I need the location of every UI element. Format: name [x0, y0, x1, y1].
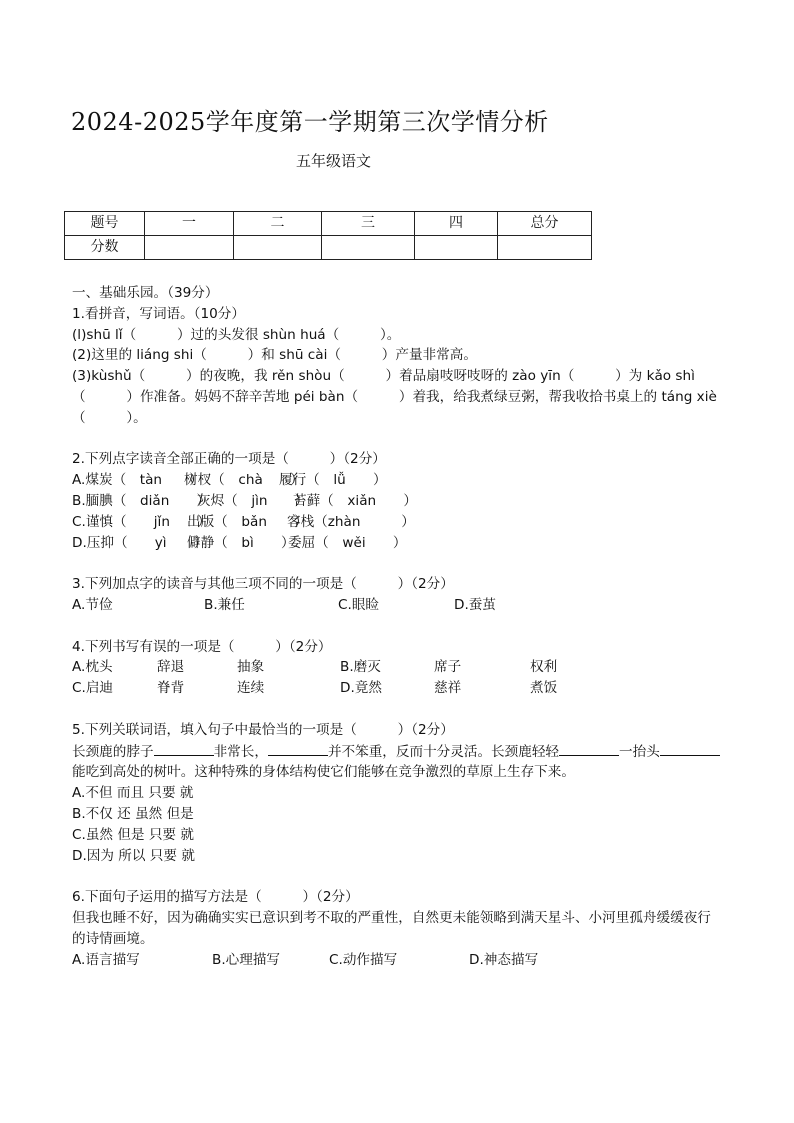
option-text: 委屈（ wěi ） — [288, 534, 407, 551]
answer-blank[interactable] — [154, 741, 214, 756]
option-text: 履行（ lǚ ） — [279, 472, 387, 489]
option-text: 客栈（zhàn ） — [287, 513, 415, 530]
page-subtitle: 五年级语文 — [296, 152, 372, 170]
answer-blank[interactable] — [559, 741, 619, 756]
option-row — [72, 657, 724, 678]
question-content — [72, 283, 724, 970]
section-heading: 一、基础乐园。（39分） — [72, 285, 219, 301]
option-text: 连续 — [237, 680, 265, 697]
option-text: D.蚕茧 — [454, 596, 496, 613]
question-line: (2)这里的 liáng shi（ ）和 shū cài（ ）产量非常高。 — [72, 347, 477, 364]
option-text: B.磨灭 — [340, 659, 381, 676]
option-text: 辞退 — [157, 659, 185, 676]
question-title: 2.下列点字读音全部正确的一项是（ ）（2分） — [72, 451, 386, 468]
table-cell: 题号 — [65, 212, 145, 236]
table-cell: 三 — [322, 212, 415, 236]
option-text: 慈祥 — [434, 680, 462, 697]
option-text: 权利 — [530, 659, 558, 676]
score-table-header-row — [65, 212, 592, 236]
option-row — [72, 595, 724, 616]
score-input-cell[interactable] — [498, 236, 592, 260]
option-text: 僻静（ bì ） — [187, 534, 295, 551]
option-text: A.煤炭（ tàn ） — [72, 472, 203, 489]
option-text: A.不但 而且 只要 就 — [72, 785, 194, 802]
option-text: 苔藓（ xiǎn ） — [293, 492, 417, 509]
answer-blank[interactable] — [268, 741, 328, 756]
question-sentence: 但我也睡不好，因为确确实实已意识到考不取的严重性，自然更未能领略到满天星斗、小河里孤舟缓缓夜行的诗情画境。 — [72, 909, 711, 947]
question-title: 3.下列加点字的读音与其他三项不同的一项是（ ）（2分） — [72, 576, 454, 593]
question-title: 6.下面句子运用的描写方法是（ ）（2分） — [72, 889, 359, 906]
sentence-text: 一抬头 — [619, 743, 660, 760]
question-title: 5.下列关联词语，填入句子中最恰当的一项是（ ）（2分） — [72, 721, 454, 738]
option-text: B.兼任 — [204, 596, 245, 613]
option-text: B.不仅 还 虽然 但是 — [72, 805, 194, 822]
score-table — [64, 211, 592, 260]
table-cell: 总分 — [498, 212, 592, 236]
option-text: C.动作描写 — [329, 951, 398, 968]
sentence-text: 能吃到高处的树叶。这种特殊的身体结构使它们能够在竞争激烈的草原上生存下来。 — [72, 764, 575, 781]
sentence-text: 长颈鹿的脖子 — [72, 743, 154, 760]
option-text: D.压抑（ yì ） — [72, 534, 208, 551]
option-row — [72, 950, 724, 971]
page-title: 2024-2025学年度第一学期第三次学情分析 — [71, 108, 549, 136]
option-text: A.语言描写 — [72, 951, 140, 968]
answer-blank[interactable] — [660, 741, 720, 756]
score-input-cell[interactable] — [322, 236, 415, 260]
option-text: 脊背 — [157, 680, 185, 697]
option-row — [72, 533, 724, 554]
option-text: B.心理描写 — [212, 951, 281, 968]
option-text: B.腼腆（ diǎn ） — [72, 492, 211, 509]
option-text: 树杈（ chà ） — [184, 472, 304, 489]
question-line: (l)shū lǐ（ ）过的头发很 shùn huá（ ）。 — [72, 326, 401, 343]
sentence-text: 并不笨重，反而十分灵活。长颈鹿轻轻 — [327, 743, 560, 760]
question-title: 4.下列书写有误的一项是（ ）（2分） — [72, 638, 332, 655]
option-text: 灰烬（ jìn ） — [197, 492, 309, 509]
option-row — [72, 678, 724, 699]
option-text: C.虽然 但是 只要 就 — [72, 826, 194, 843]
option-row — [72, 470, 724, 491]
table-cell: 分数 — [65, 236, 145, 260]
option-text: D.神态描写 — [469, 951, 539, 968]
option-row — [72, 491, 724, 512]
score-input-cell[interactable] — [234, 236, 322, 260]
table-cell: 一 — [145, 212, 234, 236]
option-text: C.启迪 — [72, 680, 114, 697]
option-text: C.谨慎（ jǐn ） — [72, 513, 211, 530]
option-text: D.因为 所以 只要 就 — [72, 847, 195, 864]
option-text: 抽象 — [237, 659, 265, 676]
question-title: 1.看拼音，写词语。（10分） — [72, 305, 245, 322]
option-text: D.竟然 — [340, 680, 382, 697]
option-row — [72, 512, 724, 533]
score-input-cell[interactable] — [145, 236, 234, 260]
option-text: A.枕头 — [72, 659, 113, 676]
table-cell: 二 — [234, 212, 322, 236]
option-text: 出版（ bǎn ） — [187, 513, 308, 530]
option-text: 席子 — [434, 659, 462, 676]
question-line: (3)kùshǔ（ ）的夜晚，我 rěn shòu（ ）着品扇吱呀吱呀的 zào yīn（ ）为 kǎo shì（ ）作准备。妈妈不辞辛苦地 péi bàn（ ）着我，给我煮绿豆粥，帮我收拾书桌上的 táng xiè（ ）。 — [72, 368, 717, 426]
option-text: A.节俭 — [72, 596, 113, 613]
score-input-cell[interactable] — [415, 236, 498, 260]
score-table-score-row — [65, 236, 592, 260]
sentence-text: 非常长， — [213, 743, 268, 760]
question-sentence — [72, 741, 724, 784]
table-cell: 四 — [415, 212, 498, 236]
option-text: C.眼睑 — [338, 596, 380, 613]
option-text: 煮饭 — [530, 680, 558, 697]
